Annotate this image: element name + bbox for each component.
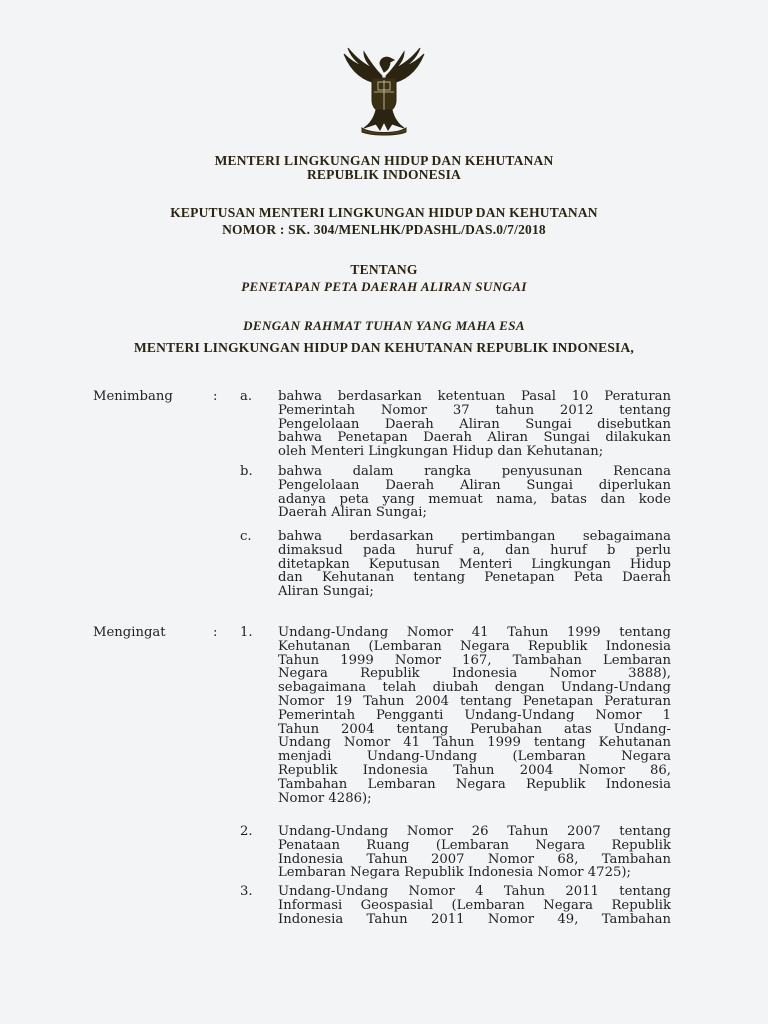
decree-number: NOMOR : SK. 304/MENLHK/PDASHL/DAS.0/7/2018 — [222, 222, 546, 237]
text-line: bahwa Penetapan Daerah Aliran Sungai dilakukan — [278, 430, 671, 446]
text-line: bahwa dalam rangka penyusunan Rencana — [278, 464, 671, 479]
mengingat-item-text — [278, 885, 671, 926]
text-line: Pengelolaan Daerah Aliran Sungai diperlukan — [278, 477, 671, 493]
mengingat-label: Mengingat — [93, 625, 166, 640]
ministry-title-line1: MENTERI LINGKUNGAN HIDUP DAN KEHUTANAN — [214, 153, 554, 168]
menimbang-item-text — [278, 530, 671, 599]
decree-title: KEPUTUSAN MENTERI LINGKUNGAN HIDUP DAN KEHUTANAN — [170, 205, 598, 220]
authority-line: MENTERI LINGKUNGAN HIDUP DAN KEHUTANAN REPUBLIK INDONESIA, — [133, 340, 635, 355]
text-line: Pemerintah Pengganti Undang-Undang Nomor 1 — [278, 707, 671, 723]
text-line: Undang Nomor 41 Tahun 1999 tentang Kehutanan — [278, 735, 671, 751]
text-line: Tahun 2004 tentang Perubahan atas Undang- — [278, 721, 671, 737]
menimbang-item-mark: a. — [240, 389, 253, 404]
menimbang-item-mark: b. — [240, 464, 253, 479]
mengingat-colon: : — [213, 625, 218, 640]
text-line: Tahun 1999 Nomor 167, Tambahan Lembaran — [278, 652, 671, 668]
mengingat-item-mark: 3. — [240, 884, 253, 899]
text-line: Undang-Undang Nomor 41 Tahun 1999 tentang — [278, 625, 671, 640]
text-line: Lembaran Negara Republik Indonesia Nomor 4725); — [278, 865, 631, 881]
garuda-emblem-icon — [336, 44, 432, 136]
ministry-title-line2: REPUBLIK INDONESIA — [306, 167, 461, 182]
about-label: TENTANG — [350, 262, 418, 277]
text-line: dimaksud pada huruf a, dan huruf b perlu — [278, 542, 671, 558]
text-line: Aliran Sungai; — [278, 584, 374, 600]
text-line: Republik Indonesia Tahun 2004 Nomor 86, — [278, 762, 671, 778]
text-line: Tambahan Lembaran Negara Republik Indonesia — [278, 776, 671, 792]
menimbang-item-mark: c. — [240, 529, 252, 544]
text-line: Indonesia Tahun 2011 Nomor 49, Tambahan — [278, 911, 671, 927]
text-line: Informasi Geospasial (Lembaran Negara Republik — [278, 897, 671, 913]
text-line: adanya peta yang memuat nama, batas dan kode — [278, 491, 671, 507]
text-line: oleh Menteri Lingkungan Hidup dan Kehutanan; — [278, 444, 604, 460]
text-line: Kehutanan (Lembaran Negara Republik Indonesia — [278, 638, 671, 654]
text-line: Negara Republik Indonesia Nomor 3888), — [278, 666, 671, 682]
text-line: ditetapkan Keputusan Menteri Lingkungan Hidup — [278, 556, 671, 572]
text-line: menjadi Undang-Undang (Lembaran Negara — [278, 749, 671, 765]
text-line: Undang-Undang Nomor 26 Tahun 2007 tentang — [278, 824, 671, 839]
menimbang-label: Menimbang — [93, 389, 173, 404]
text-line: Nomor 4286); — [278, 790, 372, 806]
mengingat-item-text — [278, 626, 671, 805]
text-line: Indonesia Tahun 2007 Nomor 68, Tambahan — [278, 851, 671, 867]
text-line: sebagaimana telah diubah dengan Undang-Undang — [278, 680, 671, 696]
menimbang-colon: : — [213, 389, 218, 404]
mengingat-item-text — [278, 825, 671, 880]
menimbang-item-text — [278, 465, 671, 520]
text-line: Undang-Undang Nomor 4 Tahun 2011 tentang — [278, 884, 671, 899]
text-line: Penataan Ruang (Lembaran Negara Republik — [278, 837, 671, 853]
mengingat-item-mark: 1. — [240, 625, 253, 640]
blessing-line: DENGAN RAHMAT TUHAN YANG MAHA ESA — [243, 318, 525, 333]
decree-subject: PENETAPAN PETA DAERAH ALIRAN SUNGAI — [241, 279, 527, 294]
text-line: bahwa berdasarkan pertimbangan sebagaimana — [278, 529, 671, 544]
mengingat-item-mark: 2. — [240, 824, 253, 839]
text-line: Pengelolaan Daerah Aliran Sungai disebutkan — [278, 416, 671, 432]
text-line: Pemerintah Nomor 37 tahun 2012 tentang — [278, 402, 671, 418]
text-line: bahwa berdasarkan ketentuan Pasal 10 Peraturan — [278, 389, 671, 404]
text-line: Daerah Aliran Sungai; — [278, 505, 427, 521]
text-line: Nomor 19 Tahun 2004 tentang Penetapan Peraturan — [278, 693, 671, 709]
menimbang-item-text — [278, 390, 671, 459]
text-line: dan Kehutanan tentang Penetapan Peta Daerah — [278, 570, 671, 586]
